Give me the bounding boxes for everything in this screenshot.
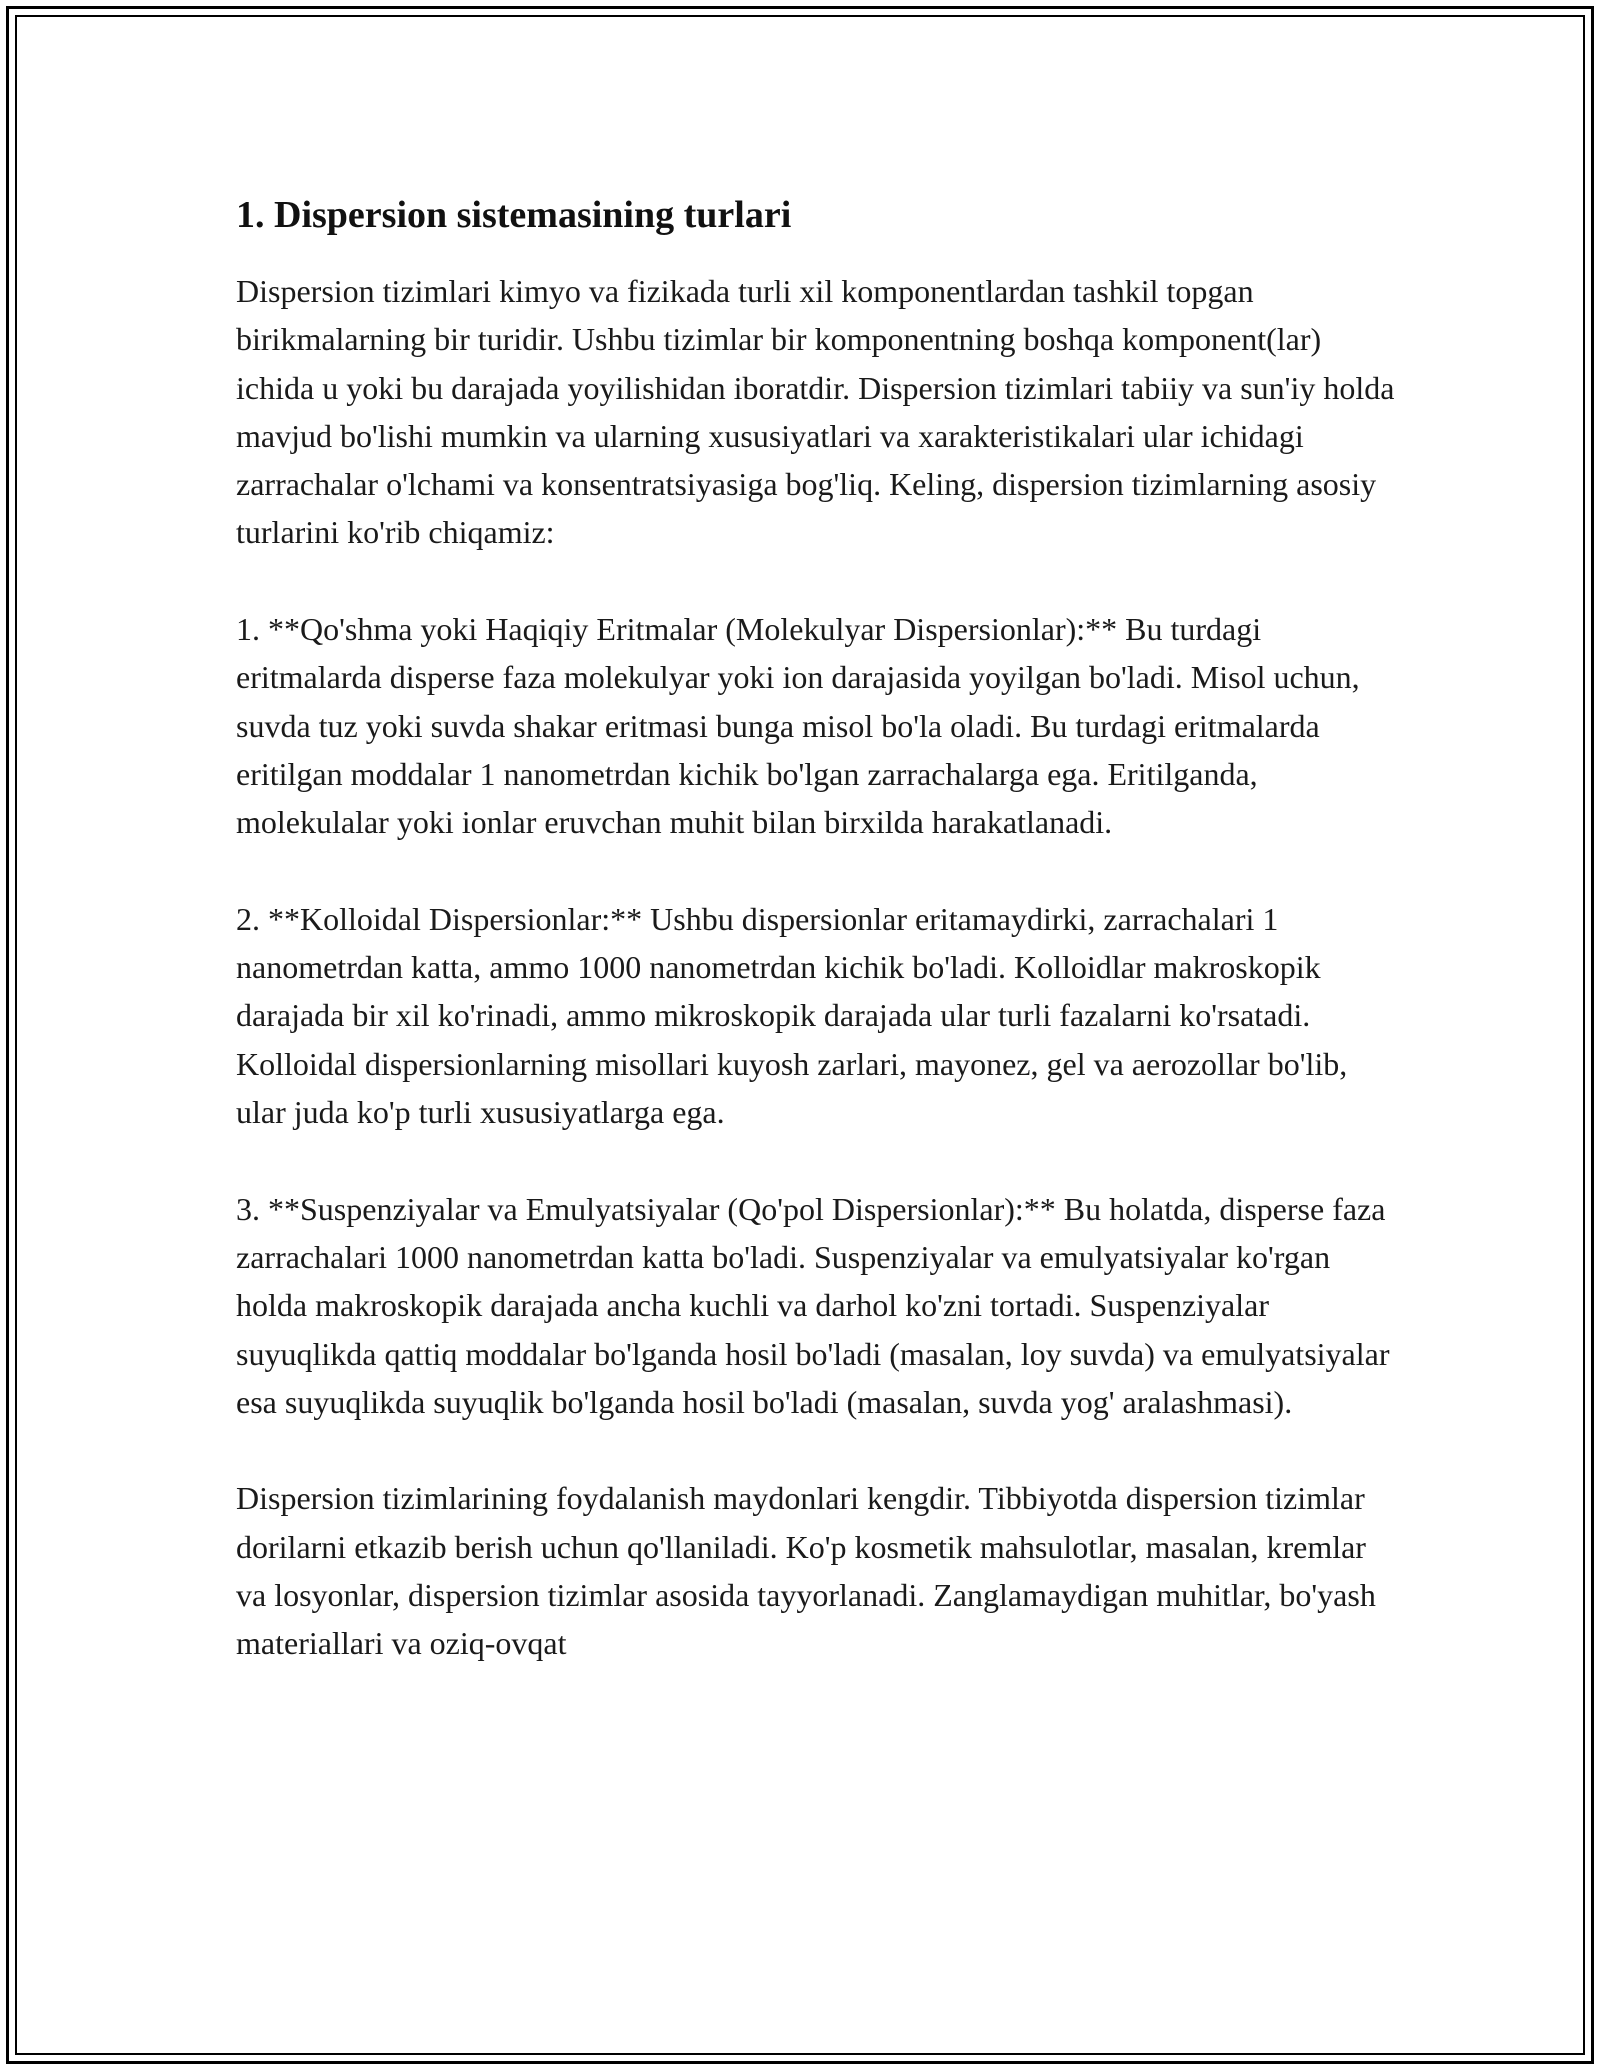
- paragraph-intro: Dispersion tizimlari kimyo va fizikada turli xil komponentlardan tashkil topgan birikmalarning bir turidir. Ushbu tizimlar bir komponentning boshqa komponent(lar) ichida u yoki bu darajada yoyilishidan iboratdir. Dispersion tizimlari tabiiy va sun'iy holda mavjud bo'lishi mumkin va ularning xususiyatlari va xarakteristikalari ular ichidagi zarrachalar o'lchami va konsentratsiyasiga bog'liq. Keling, dispersion tizimlarning asosiy turlarini ko'rib chiqamiz:: [236, 273, 1395, 551]
- paragraph-colloidal-dispersions: 2. **Kolloidal Dispersionlar:** Ushbu dispersionlar eritamaydirki, zarrachalari 1 nanometrdan katta, ammo 1000 nanometrdan kichik bo'ladi. Kolloidlar makroskopik darajada bir xil ko'rinadi, ammo mikroskopik darajada ular turli fazalarni ko'rsatadi. Kolloidal dispersionlarning misollari kuyosh zarlari, mayonez, gel va aerozollar bo'lib, ular juda ko'p turli xususiyatlarga ega.: [236, 900, 1348, 1131]
- paragraph-suspensions-emulsions: 3. **Suspenziyalar va Emulyatsiyalar (Qo'pol Dispersionlar):** Bu holatda, disperse faza zarrachalari 1000 nanometrdan katta bo'ladi. Suspenziyalar va emulyatsiyalar ko'rgan holda makroskopik darajada ancha kuchli va darhol ko'zni tortadi. Suspenziyalar suyuqlikda qattiq moddalar bo'lganda hosil bo'ladi (masalan, loy suvda) va emulyatsiyalar esa suyuqlikda suyuqlik bo'lganda hosil bo'ladi (masalan, suvda yog' aralashmasi).: [236, 1190, 1390, 1420]
- page-title: 1. Dispersion sistemasining turlari: [236, 194, 792, 236]
- paragraph-applications: Dispersion tizimlarining foydalanish maydonlari kengdir. Tibbiyotda dispersion tizimlar dorilarni etkazib berish uchun qo'llaniladi. Ko'p kosmetik mahsulotlar, masalan, kremlar va losyonlar, dispersion tizimlar asosida tayyorlanadi. Zanglamaydigan muhitlar, bo'yash materiallari va oziq-ovqat: [236, 1480, 1376, 1662]
- document-body: [236, 185, 1396, 1716]
- paragraph-molecular-dispersions: 1. **Qo'shma yoki Haqiqiy Eritmalar (Molekulyar Dispersionlar):** Bu turdagi eritmalarda disperse faza molekulyar yoki ion darajasida yoyilgan bo'ladi. Misol uchun, suvda tuz yoki suvda shakar eritmasi bunga misol bo'la oladi. Bu turdagi eritmalarda eritilgan moddalar 1 nanometrdan kichik bo'lgan zarrachalarga ega. Eritilganda, molekulalar yoki ionlar eruvchan muhit bilan birxilda harakatlanadi.: [236, 611, 1360, 841]
